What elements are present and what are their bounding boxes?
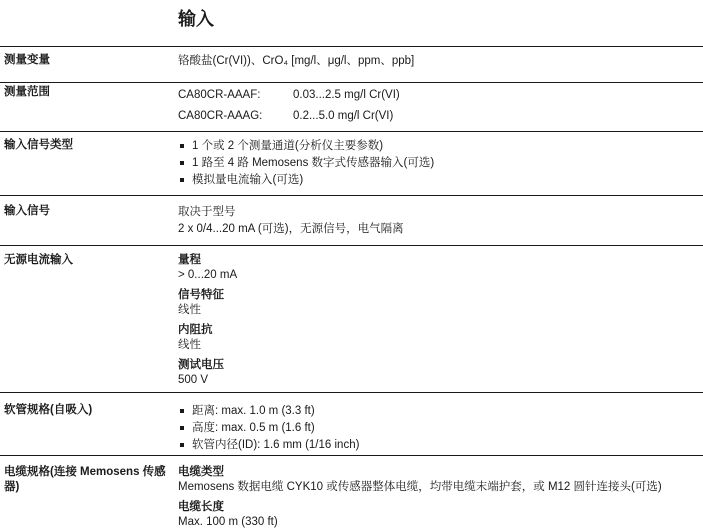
list-item-text: 模拟量电流输入(可选): [192, 174, 304, 186]
list-item-text: 距离: max. 1.0 m (3.3 ft): [192, 405, 315, 417]
subsection-heading: 量程: [178, 254, 201, 266]
row-content: [174, 53, 703, 82]
list-item: [178, 403, 703, 420]
subsection-value: 线性: [178, 339, 201, 351]
input-signal-text: 2 x 0/4...20 mA (可选)，无源信号，电气隔离: [178, 223, 404, 235]
subsection-value: 线性: [178, 304, 201, 316]
range-row: [178, 106, 703, 127]
row-content: [174, 204, 703, 245]
subsection-value: > 0...20 mA: [178, 269, 238, 281]
row-content: [174, 85, 703, 131]
subsection: [178, 358, 703, 388]
subsection-heading: 电缆类型: [178, 466, 224, 478]
input-signal-text: 取决于型号: [178, 206, 236, 218]
bullet-square-icon: [180, 443, 184, 447]
list-item: [178, 437, 703, 454]
spec-row-input-signal: [0, 195, 703, 245]
subsection-heading: 信号特征: [178, 289, 224, 301]
list-item-text: 软管内径(ID): 1.6 mm (1/16 inch): [192, 439, 360, 451]
model-code: CA80CR-AAAF:: [178, 89, 261, 101]
subsection: [178, 253, 703, 283]
list-item-text: 1 路至 4 路 Memosens 数字式传感器输入(可选): [192, 157, 435, 169]
section-title: 输入: [178, 9, 214, 29]
list-item: [178, 138, 703, 155]
subsection-heading: 电缆长度: [178, 501, 224, 513]
row-content: [174, 465, 703, 529]
model-code: CA80CR-AAAG:: [178, 110, 263, 122]
list-item: [178, 155, 703, 172]
title-block: [0, 0, 703, 46]
list-item-text: 1 个或 2 个测量通道(分析仪主要参数): [192, 140, 384, 152]
row-label: 测量变量: [4, 54, 50, 66]
spec-row-input-signal-types: [0, 131, 703, 195]
bullet-square-icon: [180, 161, 184, 165]
bullet-square-icon: [180, 426, 184, 430]
subsection-value: Max. 100 m (330 ft): [178, 516, 278, 528]
list-item: [178, 172, 703, 189]
spec-row-passive-current-input: [0, 245, 703, 392]
subsection-heading: 内阻抗: [178, 324, 213, 336]
bullet-square-icon: [180, 178, 184, 182]
row-label: 测量范围: [4, 86, 50, 98]
bullet-square-icon: [180, 144, 184, 148]
subsection: [178, 288, 703, 318]
range-value: 0.03...2.5 mg/l Cr(VI): [293, 89, 400, 101]
spec-row-hose-specification: [0, 392, 703, 455]
list-item: [178, 420, 703, 437]
row-label: 输入信号类型: [4, 139, 73, 151]
subsection-value: Memosens 数据电缆 CYK10 或传感器整体电缆，均带电缆末端护套，或 M12 圆针连接头(可选): [178, 481, 662, 493]
spec-row-cable-specification: [0, 455, 703, 529]
range-row: [178, 85, 703, 106]
subsection-heading: 测试电压: [178, 359, 224, 371]
row-content: [174, 138, 703, 195]
bullet-square-icon: [180, 409, 184, 413]
spec-row-measured-variable: [0, 46, 703, 82]
measured-variable-text: 铬酸盐(Cr(VI))、CrO₄ [mg/l、μg/l、ppm、ppb]: [178, 55, 415, 67]
subsection: [178, 500, 703, 529]
subsection: [178, 465, 703, 495]
row-label: 电缆规格(连接 Memosens 传感器): [4, 466, 166, 493]
row-content: [174, 403, 703, 455]
list-item-text: 高度: max. 0.5 m (1.6 ft): [192, 422, 315, 434]
subsection-value: 500 V: [178, 374, 209, 386]
row-label: 软管规格(自吸入): [4, 404, 93, 416]
row-label: 无源电流输入: [4, 254, 73, 266]
spec-row-measuring-range: [0, 82, 703, 131]
subsection: [178, 323, 703, 353]
row-content: [174, 253, 703, 392]
row-label: 输入信号: [4, 205, 50, 217]
range-value: 0.2...5.0 mg/l Cr(VI): [293, 110, 394, 122]
